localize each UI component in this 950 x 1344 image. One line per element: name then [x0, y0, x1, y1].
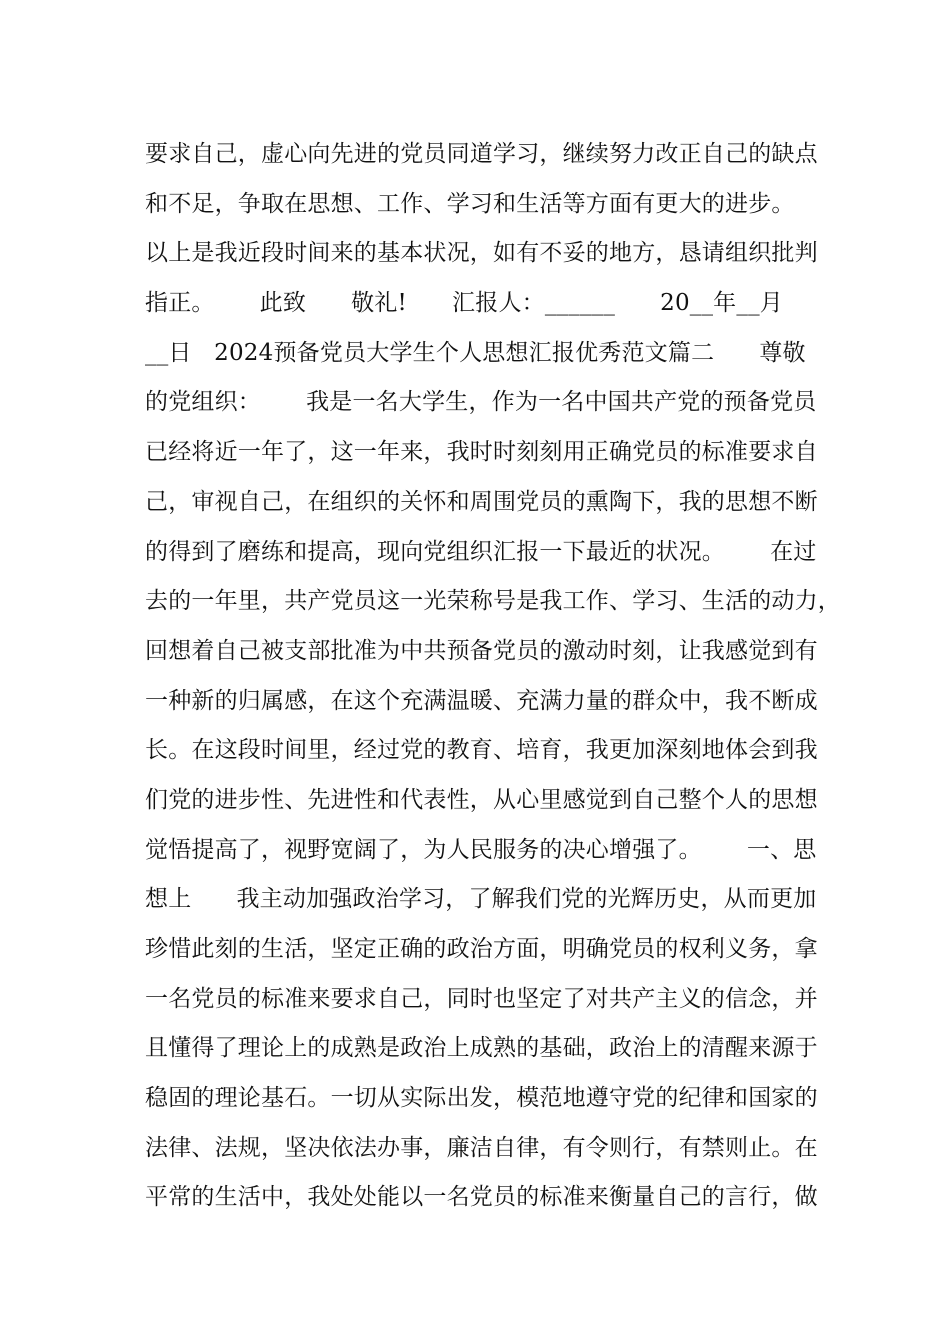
text-line: 想上 我主动加强政治学习，了解我们党的光辉历史，从而更加 [145, 886, 817, 913]
text-line: 指正。 此致 敬礼! 汇报人：______ 20__年__月 [145, 290, 783, 317]
text-line: 以上是我近段时间来的基本状况，如有不妥的地方，恳请组织批判 [145, 240, 818, 267]
text-line: 去的一年里，共产党员这一光荣称号是我工作、学习、生活的动力， [145, 588, 841, 615]
text-line: 法律、法规，坚决依法办事，廉洁自律，有令则行，有禁则止。在 [145, 1134, 818, 1161]
text-line: 回想着自己被支部批准为中共预备党员的激动时刻，让我感觉到有 [145, 637, 818, 664]
text-line: 们党的进步性、先进性和代表性，从心里感觉到自己整个人的思想 [145, 786, 818, 813]
text-line: 长。在这段时间里，经过党的教育、培育，我更加深刻地体会到我 [145, 737, 818, 764]
text-line: 稳固的理论基石。一切从实际出发，模范地遵守党的纪律和国家的 [145, 1085, 818, 1112]
text-line: 的党组织： 我是一名大学生，作为一名中国共产党的预备党员 [145, 389, 817, 416]
text-line: 一名党员的标准来要求自己，同时也坚定了对共产主义的信念，并 [145, 985, 818, 1012]
text-line: 觉悟提高了，视野宽阔了，为人民服务的决心增强了。 一、思 [145, 836, 817, 863]
text-line: 己，审视自己，在组织的关怀和周围党员的熏陶下，我的思想不断 [145, 488, 818, 515]
text-line: 且懂得了理论上的成熟是政治上成熟的基础，政治上的清醒来源于 [145, 1035, 818, 1062]
text-line: 平常的生活中，我处处能以一名党员的标准来衡量自己的言行，做 [145, 1184, 818, 1211]
text-line: 和不足，争取在思想、工作、学习和生活等方面有更大的进步。 [145, 190, 795, 217]
text-line: 要求自己，虚心向先进的党员同道学习，继续努力改正自己的缺点 [145, 141, 818, 167]
text-line: 的得到了磨练和提高，现向党组织汇报一下最近的状况。 在过 [145, 538, 817, 565]
text-line: __日 2024预备党员大学生个人思想汇报优秀范文篇二 尊敬 [145, 339, 806, 366]
text-line: 已经将近一年了，这一年来，我时时刻刻用正确党员的标准要求自 [145, 439, 818, 466]
text-line: 一种新的归属感，在这个充满温暖、充满力量的群众中，我不断成 [145, 687, 818, 714]
text-line: 珍惜此刻的生活，坚定正确的政治方面，明确党员的权利义务，拿 [145, 936, 818, 962]
document-body [145, 130, 841, 1223]
